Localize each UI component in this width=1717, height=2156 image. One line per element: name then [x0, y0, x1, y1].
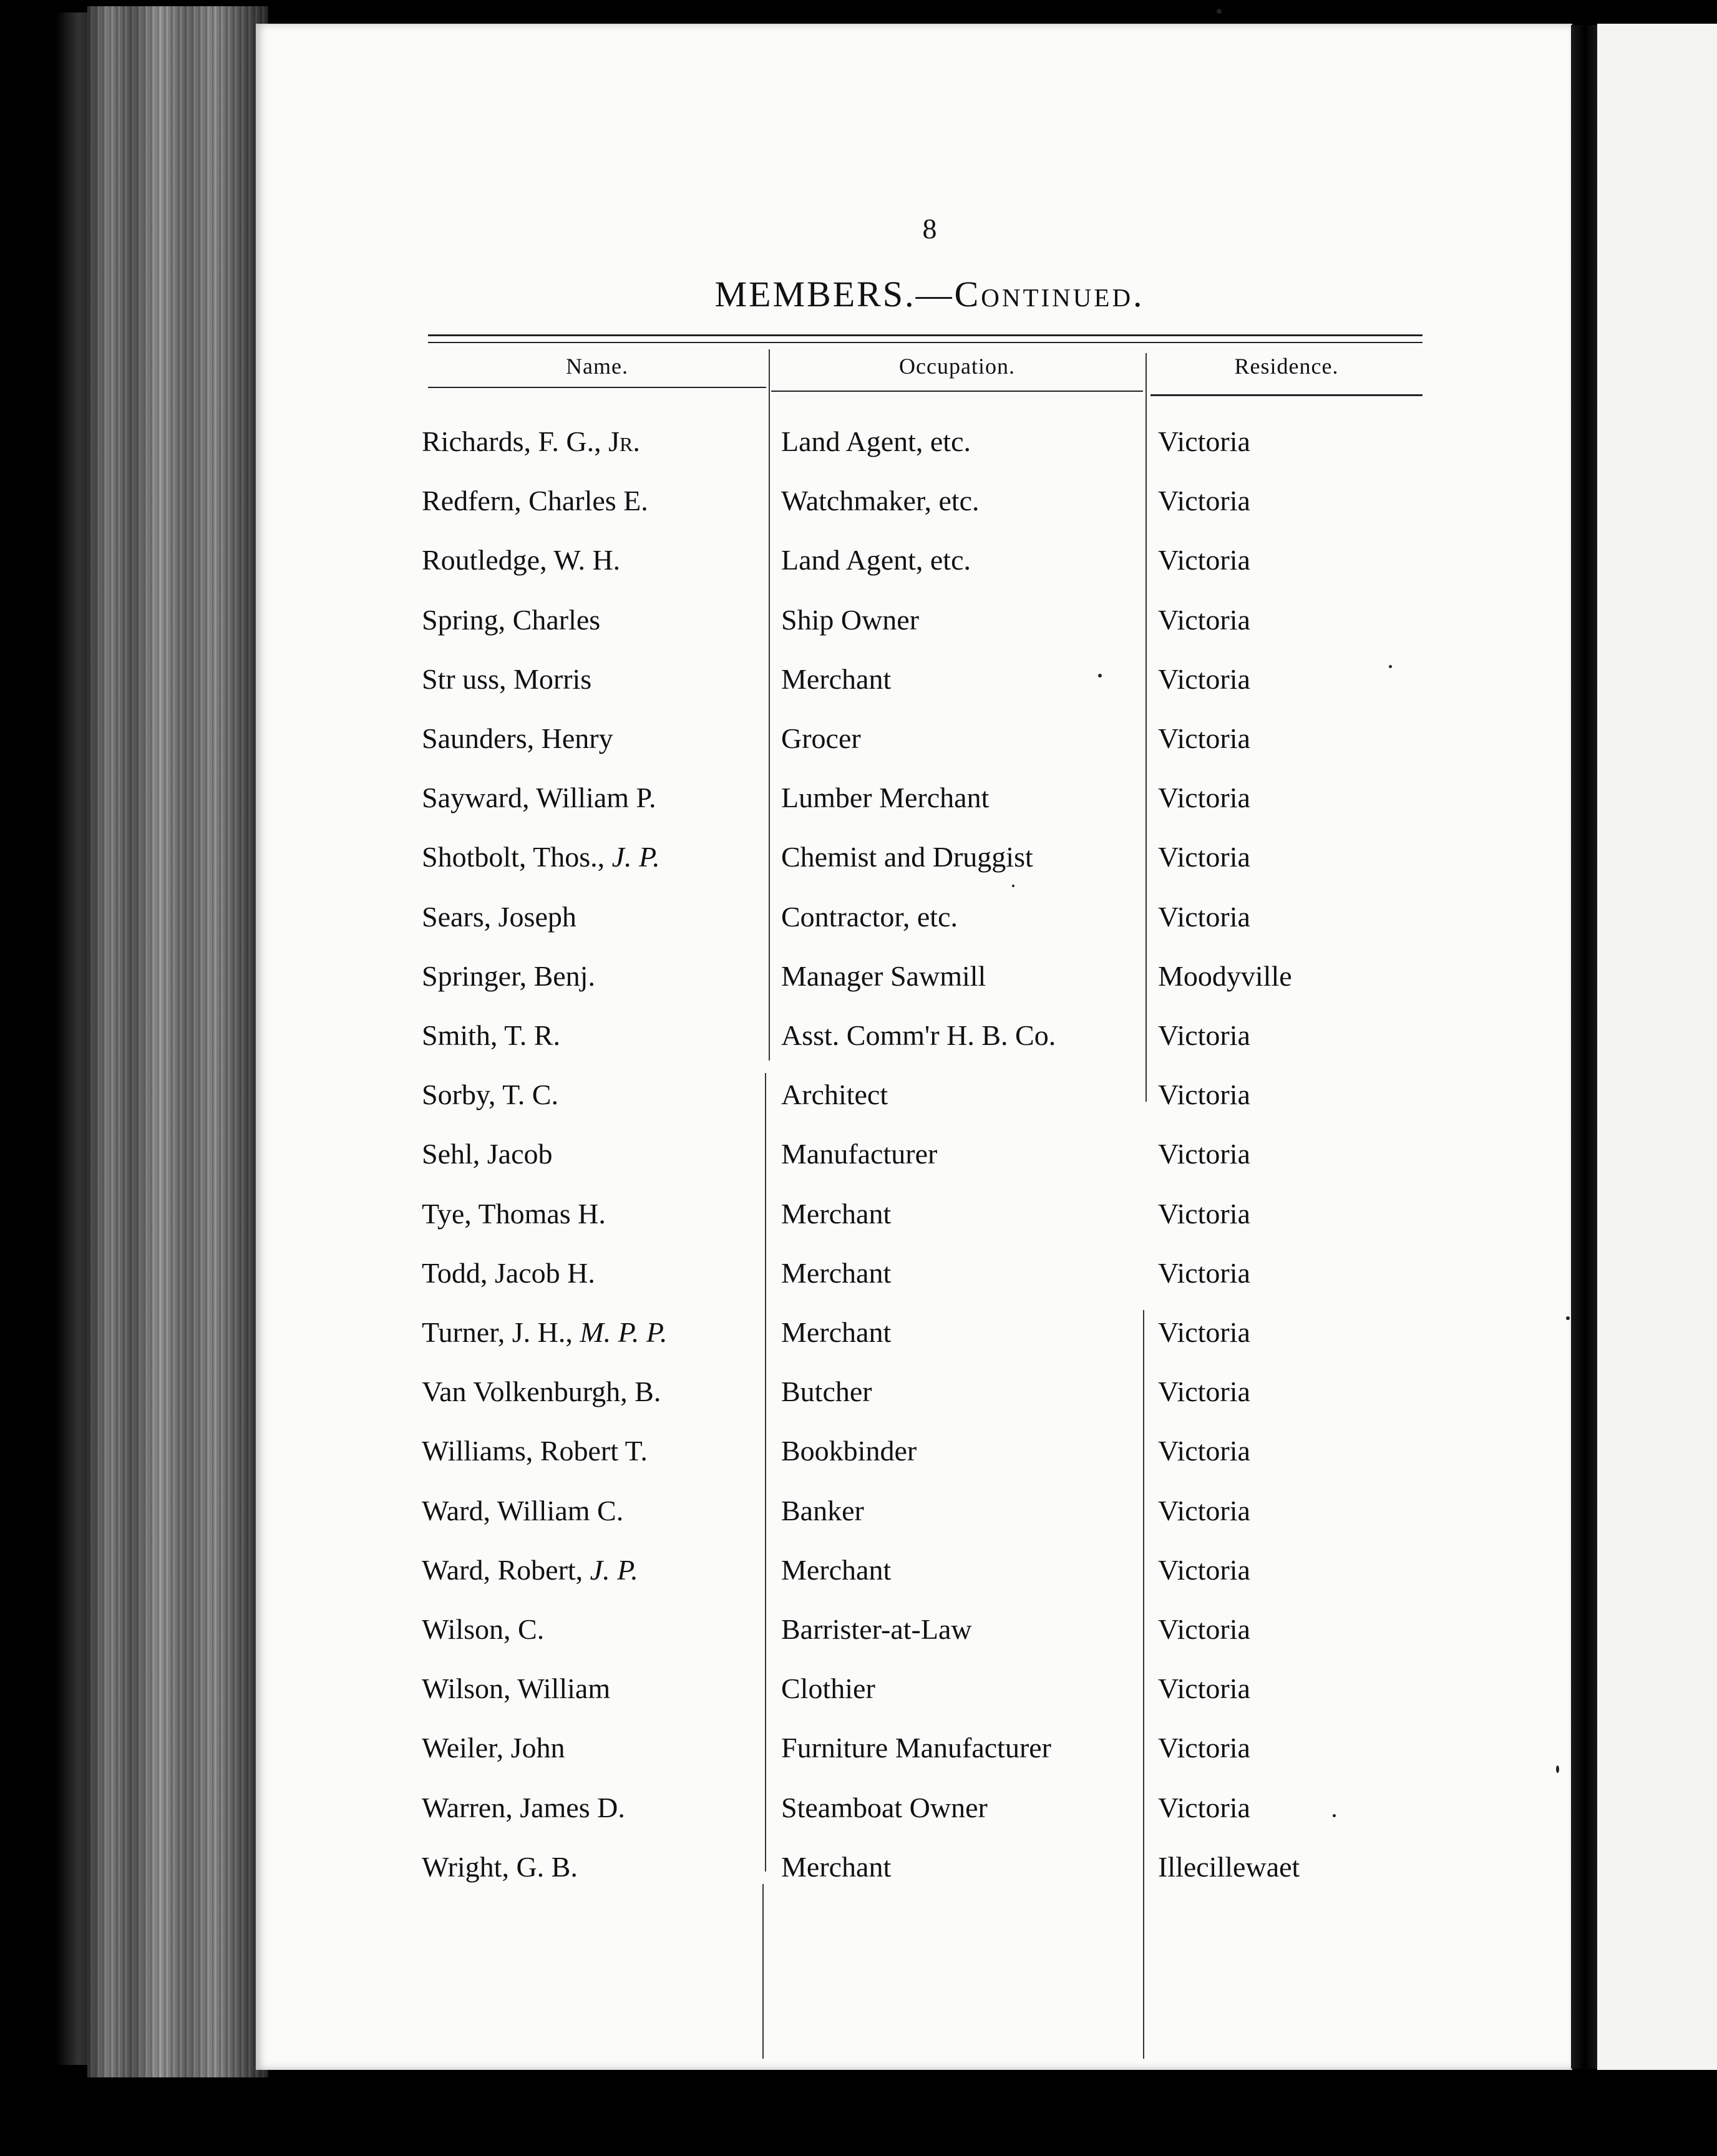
heading-main: MEMBERS.: [714, 274, 916, 314]
member-name: [422, 1481, 759, 1541]
table-row: [422, 827, 1445, 887]
column-header-occupation: Occupation.: [899, 354, 1015, 379]
member-residence: Victoria: [1158, 782, 1250, 814]
member-name: [422, 1362, 759, 1422]
member-residence: Victoria: [1158, 1316, 1250, 1348]
member-name-text: Redfern, Charles E.: [422, 485, 648, 517]
top-rule-thin: [428, 342, 1423, 343]
member-name: [422, 1124, 759, 1184]
table-row: [422, 1600, 1445, 1659]
member-name-text: Van Volkenburgh, B.: [422, 1376, 661, 1408]
member-name-text: Sorby, T. C.: [422, 1079, 558, 1111]
member-occupation: Grocer: [781, 722, 861, 754]
member-name-text: Spring, Charles: [422, 603, 601, 636]
table-row: [422, 887, 1445, 947]
table-row: [422, 412, 1445, 472]
member-residence: Victoria: [1158, 1613, 1250, 1645]
member-name-text: Sears, Joseph: [422, 900, 576, 933]
member-name-text: Williams, Robert T.: [422, 1435, 648, 1467]
member-name-text: Ward, William C.: [422, 1494, 624, 1527]
member-residence: Victoria: [1158, 544, 1250, 576]
table-row: [422, 1243, 1445, 1303]
page-gutter: [1571, 25, 1598, 2069]
table-row: [422, 768, 1445, 828]
member-name-text: Tye, Thomas H.: [422, 1197, 606, 1230]
heading-continued: —Continued.: [915, 274, 1145, 314]
next-page-edge: [1597, 24, 1717, 2070]
member-residence: Victoria: [1158, 841, 1250, 873]
member-name-text: Turner, J. H.,: [422, 1316, 580, 1348]
member-name-text: Richards, F. G.,: [422, 425, 609, 457]
member-occupation: Banker: [781, 1494, 864, 1527]
member-occupation: Land Agent, etc.: [781, 425, 971, 457]
member-occupation: Lumber Merchant: [781, 782, 990, 814]
table-row: [422, 1124, 1445, 1184]
scan-speck: [1556, 1765, 1559, 1773]
member-occupation: Merchant: [781, 1553, 892, 1586]
member-name: [422, 1659, 759, 1719]
member-name: [422, 709, 759, 769]
table-row: [422, 1718, 1445, 1778]
member-residence: Victoria: [1158, 1553, 1250, 1586]
header-rule-name: [428, 387, 766, 388]
members-table: [422, 412, 1445, 1896]
member-residence: Victoria: [1158, 1019, 1250, 1051]
member-name-text: Wilson, William: [422, 1673, 611, 1705]
member-occupation: Architect: [781, 1079, 888, 1111]
scan-speck: [1389, 665, 1392, 668]
member-name: [422, 590, 759, 650]
member-name: [422, 649, 759, 709]
member-name: [422, 471, 759, 531]
member-name: [422, 1006, 759, 1066]
member-name: [422, 1778, 759, 1838]
member-name-text: Saunders, Henry: [422, 722, 613, 754]
table-row: [422, 1421, 1445, 1481]
member-occupation: Chemist and Druggist: [781, 841, 1033, 873]
member-residence: Victoria: [1158, 485, 1250, 517]
table-row: [422, 471, 1445, 531]
member-name-text: Weiler, John: [422, 1732, 565, 1764]
table-row: [422, 1303, 1445, 1362]
table-row: [422, 530, 1445, 590]
member-residence: Victoria: [1158, 1732, 1250, 1764]
member-occupation: Merchant: [781, 1197, 892, 1230]
member-occupation: Asst. Comm'r H. B. Co.: [781, 1019, 1056, 1051]
member-residence: Victoria: [1158, 1256, 1250, 1289]
member-name-text: Warren, James D.: [422, 1791, 625, 1823]
scan-speck: [1333, 1814, 1336, 1817]
member-occupation: Merchant: [781, 1850, 892, 1883]
table-row: [422, 1481, 1445, 1541]
page-number: 8: [922, 213, 937, 245]
member-residence: Victoria: [1158, 663, 1250, 695]
member-name-text: Smith, T. R.: [422, 1019, 560, 1051]
table-row: [422, 1659, 1445, 1719]
table-row: [422, 709, 1445, 769]
member-residence: Victoria: [1158, 425, 1250, 457]
member-occupation: Watchmaker, etc.: [781, 485, 980, 517]
table-row: [422, 590, 1445, 650]
member-residence: Victoria: [1158, 1673, 1250, 1705]
member-occupation: Manufacturer: [781, 1138, 938, 1170]
member-residence: Victoria: [1158, 722, 1250, 754]
member-occupation: Contractor, etc.: [781, 900, 958, 933]
member-name-text: Ward, Robert,: [422, 1553, 590, 1586]
member-name-text: Routledge, W. H.: [422, 544, 621, 576]
member-residence: Victoria: [1158, 603, 1250, 636]
member-residence: Victoria: [1158, 1791, 1250, 1823]
member-occupation: Bookbinder: [781, 1435, 917, 1467]
member-name-text: Shotbolt, Thos.,: [422, 841, 612, 873]
member-occupation: Merchant: [781, 663, 892, 695]
member-name-text: Sehl, Jacob: [422, 1138, 553, 1170]
member-title-suffix: M. P. P.: [580, 1316, 668, 1348]
member-occupation: Land Agent, etc.: [781, 544, 971, 576]
table-row: [422, 1006, 1445, 1066]
member-occupation: Clothier: [781, 1673, 875, 1705]
member-name-text: Todd, Jacob H.: [422, 1256, 595, 1289]
member-occupation: Merchant: [781, 1256, 892, 1289]
member-name: [422, 887, 759, 947]
member-name: [422, 1540, 759, 1600]
member-residence: Victoria: [1158, 1494, 1250, 1527]
member-name: [422, 946, 759, 1006]
book-spine: [87, 6, 268, 2077]
member-residence: Victoria: [1158, 1079, 1250, 1111]
member-residence: Victoria: [1158, 1197, 1250, 1230]
member-name: [422, 768, 759, 828]
member-occupation: Butcher: [781, 1376, 872, 1408]
top-rule-thick: [428, 334, 1423, 336]
page-heading: [655, 273, 1204, 315]
member-title-suffix: J. P.: [590, 1553, 638, 1586]
table-row: [422, 1778, 1445, 1838]
member-residence: Victoria: [1158, 900, 1250, 933]
member-name: [422, 1837, 759, 1897]
table-row: [422, 1184, 1445, 1244]
table-row: [422, 1837, 1445, 1897]
member-occupation: Furniture Manufacturer: [781, 1732, 1052, 1764]
member-name: [422, 1243, 759, 1303]
column-header-name: Name.: [566, 354, 628, 379]
table-row: [422, 1540, 1445, 1600]
member-residence: Moodyville: [1158, 959, 1292, 992]
member-title-suffix: Jr.: [608, 425, 640, 457]
member-name-text: Springer, Benj.: [422, 959, 595, 992]
scan-speck: [1566, 1316, 1570, 1320]
member-name: [422, 1718, 759, 1778]
member-occupation: Barrister-at-Law: [781, 1613, 972, 1645]
scan-speck: [1217, 9, 1222, 14]
member-residence: Victoria: [1158, 1376, 1250, 1408]
header-rule-occupation: [771, 391, 1143, 392]
table-row: [422, 649, 1445, 709]
member-residence: Victoria: [1158, 1435, 1250, 1467]
scan-speck: [1098, 674, 1102, 677]
member-name: [422, 827, 759, 887]
member-name: [422, 530, 759, 590]
member-occupation: Steamboat Owner: [781, 1791, 988, 1823]
header-rule-residence: [1150, 394, 1423, 396]
scan-speck: [1012, 885, 1014, 887]
member-residence: Victoria: [1158, 1138, 1250, 1170]
member-name-text: Sayward, William P.: [422, 782, 656, 814]
column-header-residence: Residence.: [1234, 354, 1339, 379]
member-title-suffix: J. P.: [611, 841, 660, 873]
member-name: [422, 1065, 759, 1125]
table-row: [422, 1065, 1445, 1125]
member-occupation: Manager Sawmill: [781, 959, 986, 992]
member-residence: Illecillewaet: [1158, 1850, 1300, 1883]
table-row: [422, 1362, 1445, 1422]
table-row: [422, 946, 1445, 1006]
member-occupation: Ship Owner: [781, 603, 920, 636]
column-divider: [762, 1884, 764, 2059]
member-name: [422, 1184, 759, 1244]
member-name: [422, 1303, 759, 1362]
member-occupation: Merchant: [781, 1316, 892, 1348]
member-name: [422, 1600, 759, 1659]
member-name-text: Wilson, C.: [422, 1613, 545, 1645]
member-name: [422, 412, 759, 472]
member-name: [422, 1421, 759, 1481]
member-name-text: Str uss, Morris: [422, 663, 592, 695]
member-name-text: Wright, G. B.: [422, 1850, 578, 1883]
